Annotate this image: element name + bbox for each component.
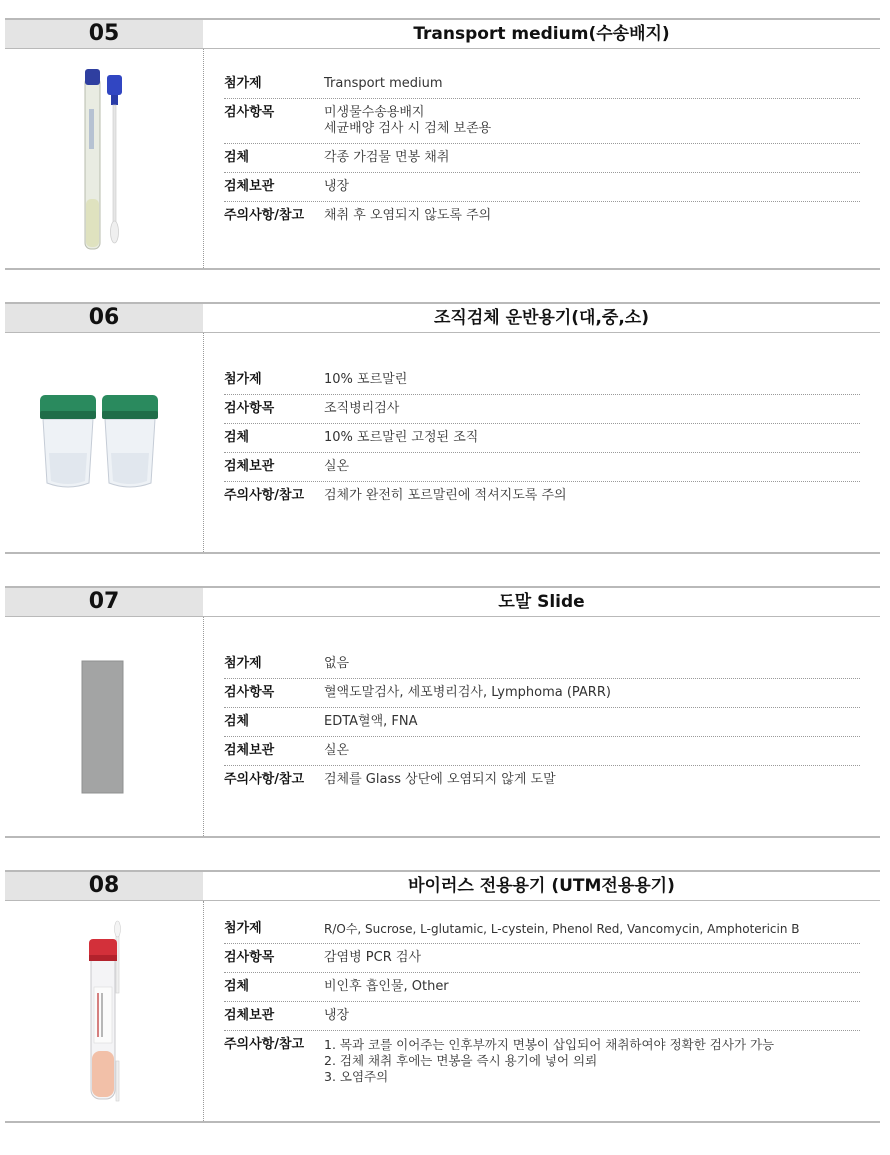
spec-label: 검체보관	[224, 1008, 275, 1023]
product-image-cell	[5, 901, 204, 1121]
spec-value: EDTA혈액, FNA	[324, 714, 418, 729]
spec-label: 검체보관	[224, 179, 275, 194]
spec-row	[224, 173, 860, 202]
spec-row	[224, 737, 860, 766]
spec-value: 각종 가검물 면봉 채취	[324, 150, 450, 165]
spec-value: 실온	[324, 459, 350, 474]
section-08	[5, 870, 880, 1123]
spec-value: 채취 후 오염되지 않도록 주의	[324, 208, 492, 223]
spec-row	[224, 650, 860, 679]
spec-table	[224, 366, 860, 510]
section-05	[5, 18, 880, 270]
spec-row	[224, 1002, 860, 1031]
spec-row	[224, 915, 860, 944]
spec-value: 냉장	[324, 1008, 350, 1023]
spec-row	[224, 395, 860, 424]
spec-row	[224, 99, 860, 144]
transport-swab-tube-image	[5, 49, 203, 268]
spec-row	[224, 424, 860, 453]
spec-row	[224, 144, 860, 173]
spec-table	[224, 915, 860, 1091]
spec-row	[224, 766, 860, 794]
spec-label: 첨가제	[224, 921, 262, 936]
specimen-cups-image	[5, 333, 203, 552]
spec-row	[224, 944, 860, 973]
spec-value: 비인후 흡인물, Other	[324, 979, 449, 994]
spec-value: 냉장	[324, 179, 350, 194]
spec-value: 검체가 완전히 포르말린에 적셔지도록 주의	[324, 488, 567, 503]
spec-label: 검체	[224, 979, 250, 994]
spec-value: 실온	[324, 743, 350, 758]
spec-row	[224, 453, 860, 482]
section-07	[5, 586, 880, 838]
spec-label: 검체	[224, 150, 250, 165]
section-title: 도말 Slide	[498, 592, 585, 612]
section-title: 바이러스 전용용기 (UTM전용용기)	[408, 876, 675, 896]
spec-value: Transport medium	[324, 76, 443, 91]
spec-value: 혈액도말검사, 세포병리검사, Lymphoma (PARR)	[324, 685, 611, 700]
spec-row	[224, 973, 860, 1002]
section-number: 05	[5, 20, 203, 48]
section-title: Transport medium(수송배지)	[413, 24, 670, 44]
spec-row	[224, 202, 860, 230]
spec-row	[224, 708, 860, 737]
spec-table	[224, 650, 860, 794]
spec-label: 검사항목	[224, 105, 275, 120]
spec-row	[224, 70, 860, 99]
section-title: 조직검체 운반용기(대,중,소)	[433, 308, 649, 328]
glass-slide-image	[5, 617, 203, 836]
spec-label: 주의사항/참고	[224, 208, 305, 223]
product-image-cell	[5, 49, 204, 268]
spec-label: 검체	[224, 430, 250, 445]
product-image-cell	[5, 617, 204, 836]
spec-label: 검사항목	[224, 950, 275, 965]
utm-tube-image	[5, 901, 203, 1121]
spec-row	[224, 482, 860, 510]
section-number: 08	[5, 872, 203, 900]
spec-value: 조직병리검사	[324, 401, 400, 416]
spec-value: 10% 포르말린 고정된 조직	[324, 430, 479, 445]
spec-label: 주의사항/참고	[224, 772, 305, 787]
spec-value: R/O수, Sucrose, L-glutamic, L-cystein, Phenol Red, Vancomycin, Amphotericin B	[324, 922, 800, 936]
spec-value: 1. 목과 코를 이어주는 인후부까지 면봉이 삽입되어 채취하여야 정확한 검사가 가능 2. 검체 채취 후에는 면봉을 즉시 용기에 넣어 의뢰 3. 오염주의	[324, 1037, 775, 1084]
spec-label: 주의사항/참고	[224, 488, 305, 503]
spec-table	[224, 70, 860, 230]
spec-label: 검체	[224, 714, 250, 729]
section-06	[5, 302, 880, 554]
spec-label: 검체보관	[224, 743, 275, 758]
spec-row	[224, 366, 860, 395]
spec-label: 검사항목	[224, 401, 275, 416]
spec-row	[224, 1031, 860, 1091]
section-number: 07	[5, 588, 203, 616]
spec-label: 검사항목	[224, 685, 275, 700]
spec-value: 없음	[324, 656, 350, 671]
spec-label: 첨가제	[224, 656, 262, 671]
spec-label: 첨가제	[224, 372, 262, 387]
spec-value: 검체를 Glass 상단에 오염되지 않게 도말	[324, 772, 556, 787]
spec-row	[224, 679, 860, 708]
spec-label: 첨가제	[224, 76, 262, 91]
spec-value: 미생물수송용배지 세균배양 검사 시 검체 보존용	[324, 105, 492, 136]
section-number: 06	[5, 304, 203, 332]
spec-label: 검체보관	[224, 459, 275, 474]
spec-value: 10% 포르말린	[324, 372, 408, 387]
product-image-cell	[5, 333, 204, 552]
spec-value: 감염병 PCR 검사	[324, 950, 422, 965]
spec-label: 주의사항/참고	[224, 1037, 305, 1052]
